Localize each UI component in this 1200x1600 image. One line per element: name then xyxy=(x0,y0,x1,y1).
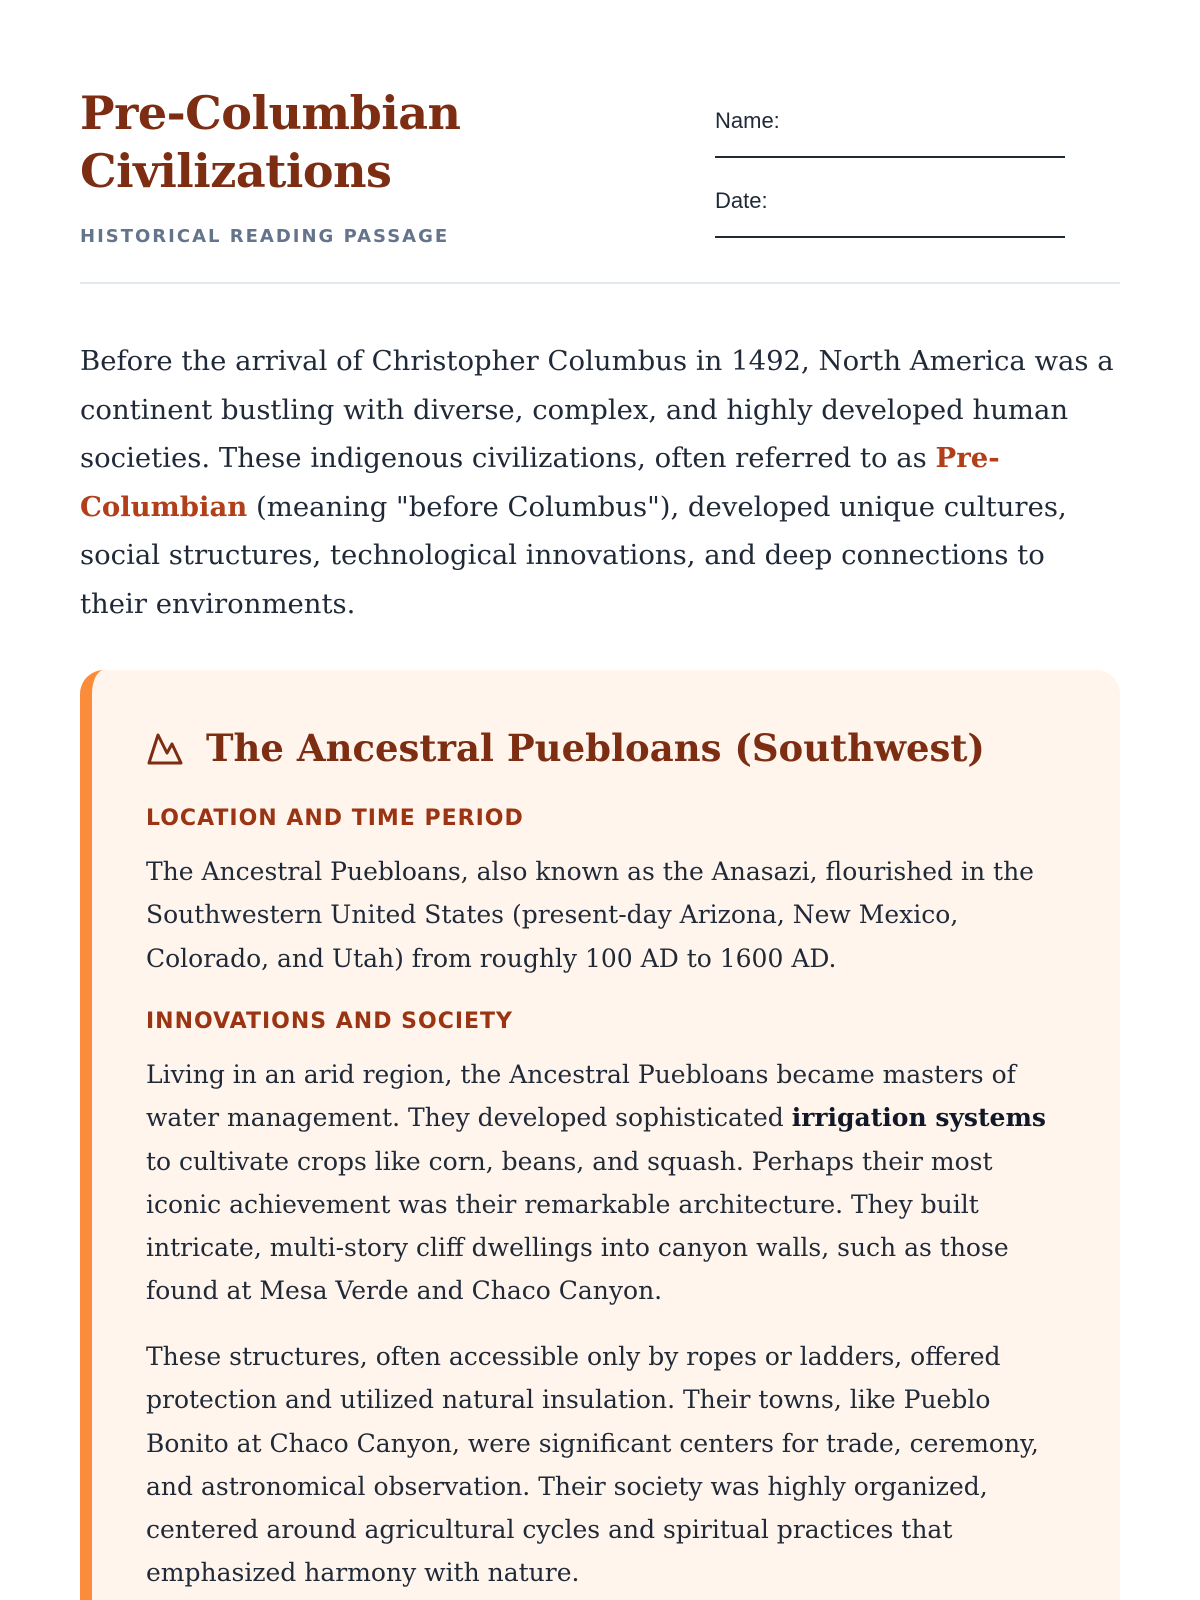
page-subtitle: HISTORICAL READING PASSAGE xyxy=(80,226,450,247)
innovations-paragraph xyxy=(146,1053,1056,1313)
intro-text-after: (meaning "before Columbus"), developed unique cultures, social structures, technological innovations, and deep connections to their environments. xyxy=(80,490,1067,620)
section-title-text: The Ancestral Puebloans (Southwest) xyxy=(206,726,985,770)
worksheet-page xyxy=(80,0,1120,1600)
innovations-text-after: to cultivate crops like corn, beans, and squash. Perhaps their most iconic achievement was their remarkable architecture. They built intricate, multi-story cliff dwellings into canyon walls, such as those found at Mesa Verde and Chaco Canyon. xyxy=(146,1146,1009,1306)
date-label: Date: xyxy=(715,188,768,213)
location-paragraph: The Ancestral Puebloans, also known as the Anasazi, flourished in the Southwestern United States (present-day Arizona, New Mexico, Colorado, and Utah) from roughly 100 AD to 1600 AD. xyxy=(146,857,1034,973)
section-card-ancestral-puebloans xyxy=(80,670,1120,1600)
innovations-heading: INNOVATIONS AND SOCIETY xyxy=(146,1009,513,1034)
name-field xyxy=(715,108,1075,188)
innovations-bold-term: irrigation systems xyxy=(791,1103,1046,1133)
location-heading: LOCATION AND TIME PERIOD xyxy=(146,806,524,831)
innovations-text-before: Living in an arid region, the Ancestral Puebloans became masters of water management. They developed sophisticated xyxy=(146,1060,1016,1133)
intro-text-before: Before the arrival of Christopher Columbus in 1492, North America was a continent bustling with diverse, complex, and highly developed human societies. These indigenous civilizations, often referred to as xyxy=(80,345,1114,474)
intro-paragraph xyxy=(80,337,1120,628)
mountain-icon xyxy=(146,729,184,767)
name-label: Name: xyxy=(715,108,780,133)
date-blank-line xyxy=(715,236,1065,238)
date-field xyxy=(715,188,1075,268)
page-title: Pre-Columbian Civilizations xyxy=(80,86,461,198)
intro-key-term: Pre-Columbian xyxy=(80,442,1000,523)
section-title xyxy=(146,726,985,770)
student-info-fields xyxy=(715,108,1075,268)
name-blank-line xyxy=(715,156,1065,158)
structures-paragraph: These structures, often accessible only by ropes or ladders, offered protection and utilized natural insulation. Their towns, like Pueblo Bonito at Chaco Canyon, were significant centers for trade, ceremony, and astronomical observation. Their society was highly organized, centered around agricultural cycles and spiritual practices that emphasized harmony with nature. xyxy=(146,1342,1039,1588)
worksheet-header xyxy=(80,84,1120,284)
